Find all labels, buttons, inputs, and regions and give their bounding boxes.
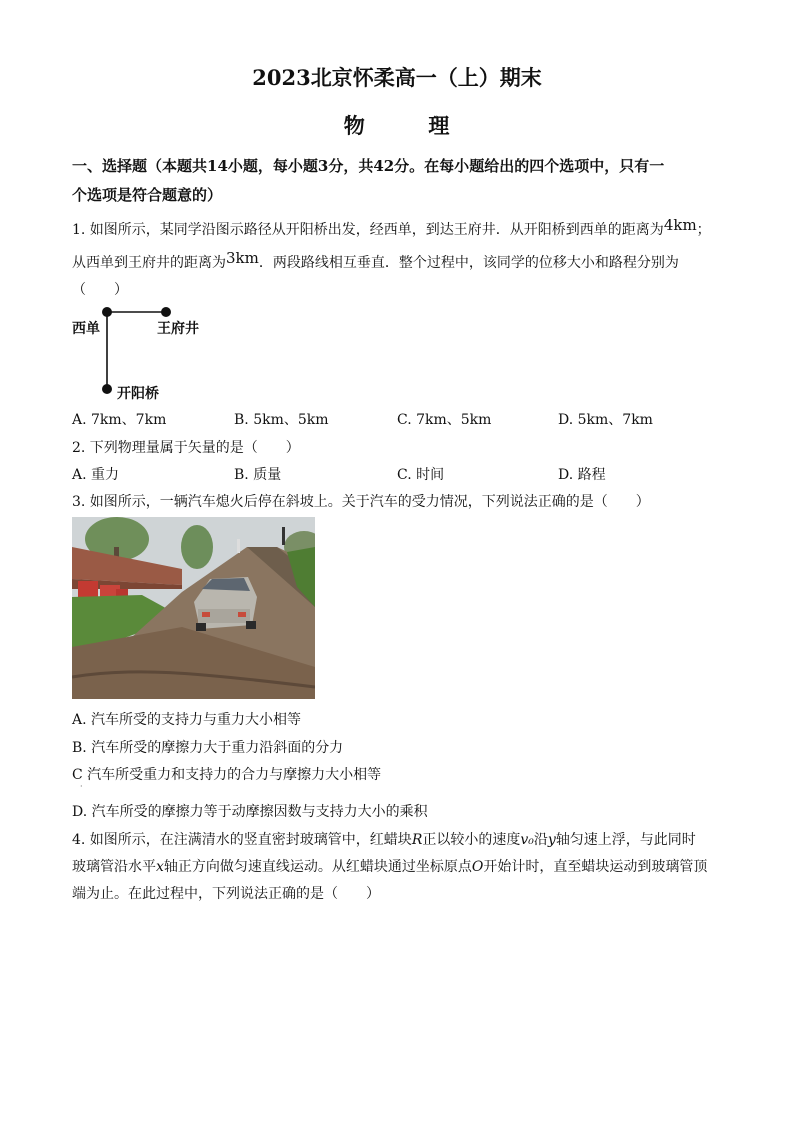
- q1-line1: [72, 216, 711, 239]
- q4-var-y: y: [547, 832, 556, 848]
- page-title: 2023北京怀柔高一（上）期末: [252, 65, 542, 90]
- label-xidan: 西单: [72, 321, 100, 337]
- q4-line1-part2: 正以较小的速度: [422, 832, 521, 848]
- q4-line2-part3: 开始计时，直至蜡块运动到玻璃管顶: [483, 859, 708, 875]
- subject-right-char: 理: [428, 113, 451, 138]
- q1-line2: [72, 249, 679, 272]
- q4-var-O: O: [471, 859, 484, 875]
- car-on-slope-photo: [72, 517, 315, 699]
- q1-distance-4km: 4km: [663, 216, 697, 234]
- wangfujing-point: [161, 307, 171, 317]
- q4-line1-part3: 沿: [533, 832, 548, 848]
- q1-option-a: A. 7km、7km: [72, 412, 167, 428]
- q4-line2-part2: 轴正方向做匀速直线运动。从红蜡块通过坐标原点: [163, 859, 472, 875]
- subject-left-char: 物: [343, 113, 366, 138]
- stray-dot: ·: [80, 782, 83, 791]
- q4-line1-part1: 4. 如图所示，在注满清水的竖直密封玻璃管中，红蜡块: [72, 832, 412, 848]
- q1-line1-end: ；: [696, 222, 711, 238]
- q1-line1-text: 1. 如图所示，某同学沿图示路径从开阳桥出发，经西单，到达王府井．从开阳桥到西单的距离为: [72, 222, 664, 238]
- q4-line1: [72, 829, 696, 849]
- q1-answer-blank: （ ）: [72, 282, 128, 298]
- q2-option-c: C. 时间: [397, 467, 445, 483]
- q4-var-x: x: [156, 859, 164, 875]
- q1-option-c: C. 7km、5km: [397, 412, 492, 428]
- q3-option-a: A. 汽车所受的支持力与重力大小相等: [72, 712, 302, 728]
- label-kaiyangqiao: 开阳桥: [117, 386, 159, 402]
- q2-option-d: D. 路程: [558, 467, 606, 483]
- section-heading-line2: 个选项是符合题意的）: [72, 186, 223, 204]
- label-wangfujing: 王府井: [157, 321, 199, 337]
- q4-line3: 端为止。在此过程中，下列说法正确的是（ ）: [72, 886, 380, 902]
- subject-heading: [0, 110, 794, 140]
- q4-var-v0: v₀: [520, 832, 534, 848]
- kaiyangqiao-point: [102, 384, 112, 394]
- q4-line2-part1: 玻璃管沿水平: [72, 859, 156, 875]
- q1-option-d: D. 5km、7km: [558, 412, 653, 428]
- q3-option-d: D. 汽车所受的摩擦力等于动摩擦因数与支持力大小的乘积: [72, 804, 428, 820]
- q3-option-b: B. 汽车所受的摩擦力大于重力沿斜面的分力: [72, 740, 344, 756]
- section-heading-line1: 一、选择题（本题共14小题，每小题3分，共42分。在每小题给出的四个选项中，只有一: [72, 157, 665, 175]
- q3-stem: 3. 如图所示，一辆汽车熄火后停在斜坡上。关于汽车的受力情况，下列说法正确的是（ ）: [72, 494, 650, 510]
- xidan-point: [102, 307, 112, 317]
- q2-option-a: A. 重力: [72, 467, 120, 483]
- q3-option-c: C 汽车所受重力和支持力的合力与摩擦力大小相等: [72, 767, 382, 783]
- q1-line2-text: 从西单到王府井的距离为: [72, 255, 226, 271]
- q1-distance-3km: 3km: [226, 249, 259, 267]
- q4-line2: [72, 856, 707, 876]
- q2-stem: 2. 下列物理量属于矢量的是（ ）: [72, 440, 300, 456]
- q1-option-b: B. 5km、5km: [234, 412, 329, 428]
- q2-option-b: B. 质量: [234, 467, 282, 483]
- q1-line2-end: ．两段路线相互垂直．整个过程中，该同学的位移大小和路程分别为: [258, 255, 679, 271]
- q4-line1-part4: 轴匀速上浮，与此同时: [555, 832, 696, 848]
- q4-var-R: R: [411, 832, 423, 848]
